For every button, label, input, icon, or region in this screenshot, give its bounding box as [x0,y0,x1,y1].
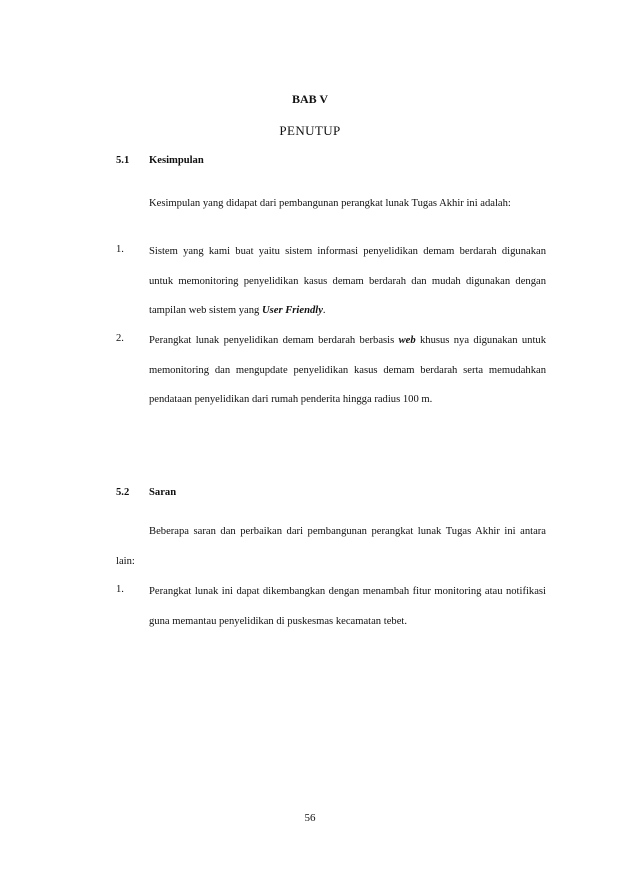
intro-text: Kesimpulan yang didapat dari pembangunan perangkat lunak Tugas Akhir ini adalah: [149,198,511,209]
item-text: Perangkat lunak penyelidikan demam berdarah berbasis [149,335,399,346]
item-text: Perangkat lunak ini dapat dikembangkan dengan menambah fitur monitoring atau notifikasi guna memantau penyelidikan di puskesmas kecamatan tebet. [149,586,546,627]
conclusion-item-2 [116,333,546,415]
chapter-title: PENUTUP [279,123,341,138]
item-body [149,326,546,415]
item-text-end: . [322,305,326,316]
item-emphasis: web [398,335,416,346]
section-heading-kesimpulan [116,155,204,166]
section-intro-saran [116,517,546,576]
item-emphasis: User Friendly [261,305,323,316]
section-heading-saran [116,487,176,498]
item-number: 1. [116,584,124,595]
chapter-label: BAB V [291,92,329,106]
section-title: Kesimpulan [149,155,204,166]
conclusion-item-1 [116,244,546,326]
item-text: Sistem yang kami buat yaitu sistem informasi penyelidikan demam berdarah digunakan untuk memonitoring penyelidikan kasus demam berdarah dan mudah digunakan dengan tampilan web sistem yang [149,246,546,316]
section-title: Saran [149,487,177,498]
page-number: 56 [304,812,316,824]
item-text-end: khusus nya digunakan untuk memonitoring dan mengupdate penyelidikan kasus demam berdarah serta memudahkan pendataan penyelidikan dari rumah penderita hingga radius 100 m. [149,335,546,405]
suggestion-item-1 [116,584,546,636]
item-number: 2. [116,333,124,344]
intro-text: Beberapa saran dan perbaikan dari pembangunan perangkat lunak Tugas Akhir ini antara lain: [116,526,546,567]
section-number: 5.2 [116,487,130,498]
item-number: 1. [116,244,124,255]
item-body [149,237,546,326]
section-intro-kesimpulan [116,189,546,219]
section-number: 5.1 [116,155,130,166]
item-body [149,577,546,636]
